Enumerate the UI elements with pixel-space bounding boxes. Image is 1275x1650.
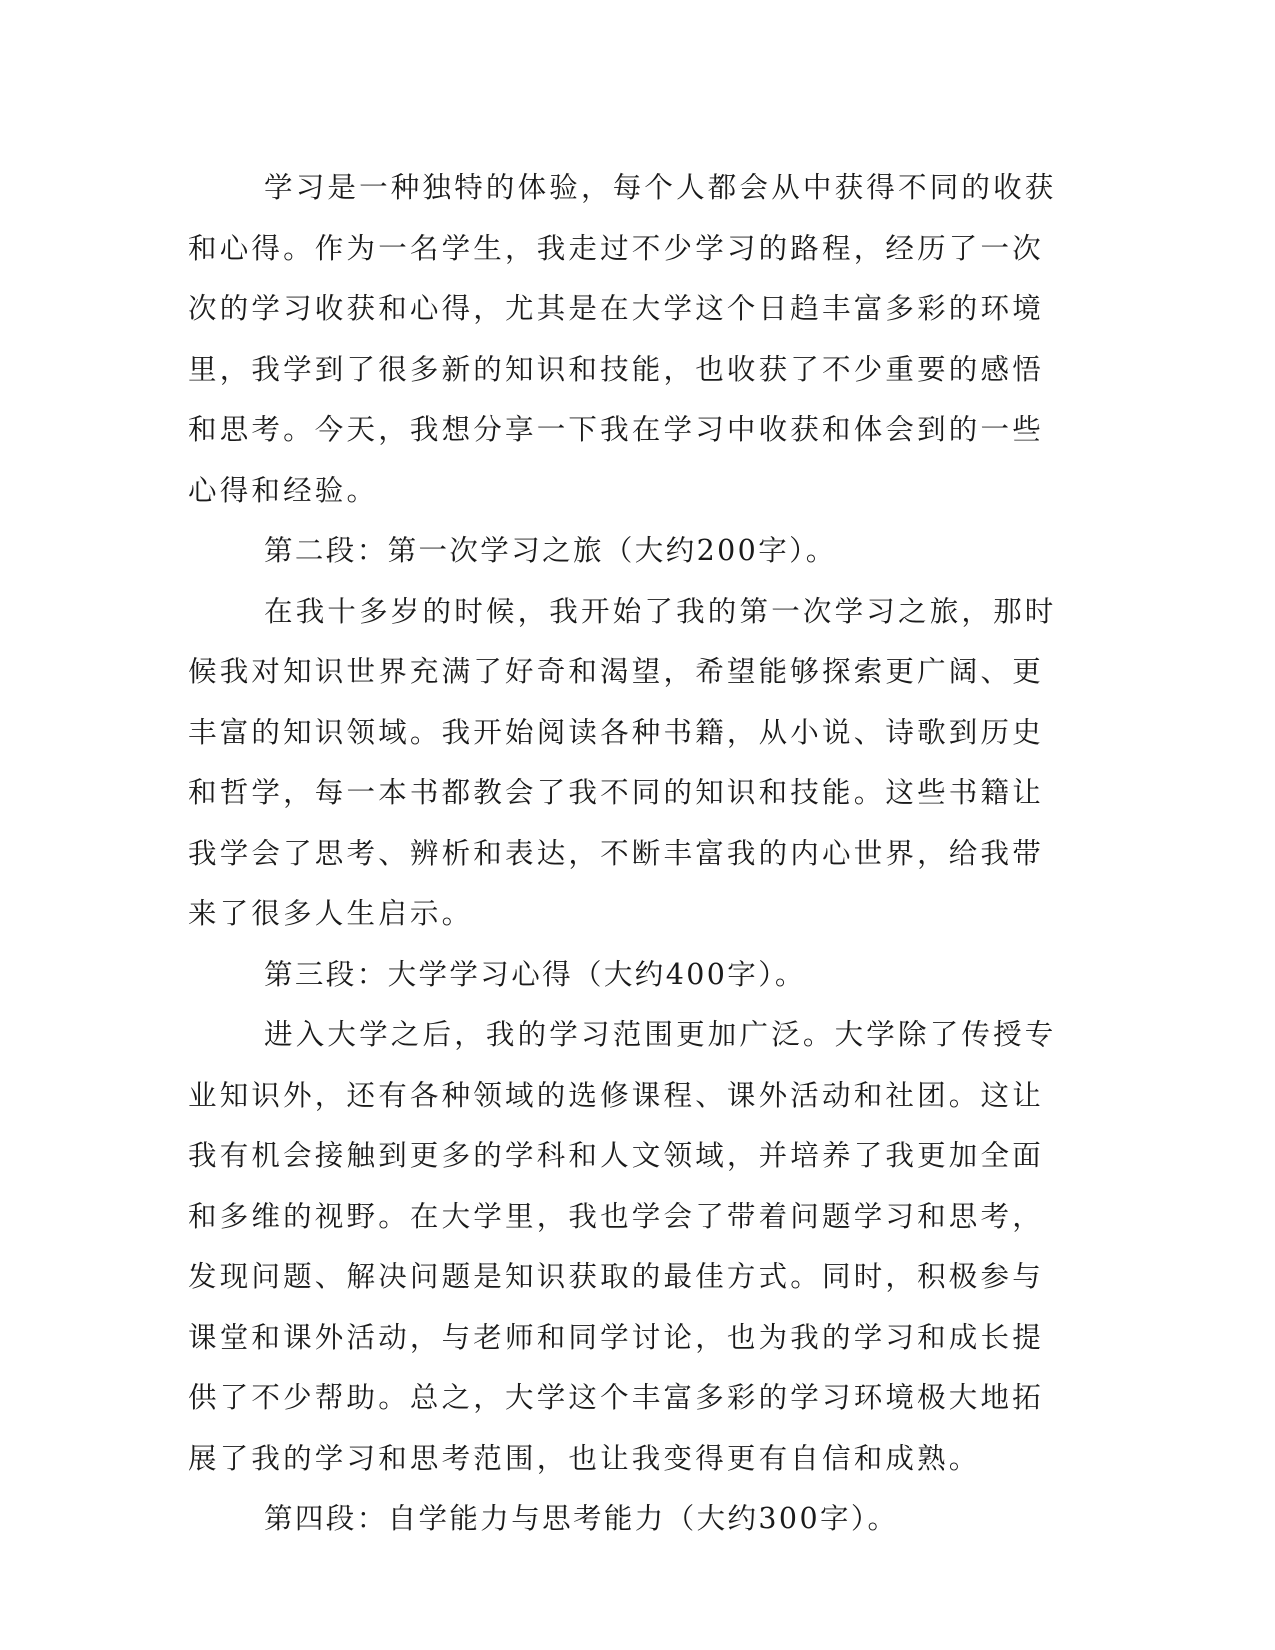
section-2-paragraph: 在我十多岁的时候，我开始了我的第一次学习之旅，那时候我对知识世界充满了好奇和渴望，希望能够探索更广阔、更丰富的知识领域。我开始阅读各种书籍，从小说、诗歌到历史和哲学，每一本书都教会了我不同的知识和技能。这些书籍让我学会了思考、辨析和表达，不断丰富我的内心世界，给我带来了很多人生启示。 bbox=[188, 594, 1057, 930]
section-heading-4: 第四段：自学能力与思考能力（大约300字）。 bbox=[264, 1502, 899, 1535]
section-3-paragraph: 进入大学之后，我的学习范围更加广泛。大学除了传授专业知识外，还有各种领域的选修课程、课外活动和社团。这让我有机会接触到更多的学科和人文领域，并培养了我更加全面和多维的视野。在大学里，我也学会了带着问题学习和思考，发现问题、解决问题是知识获取的最佳方式。同时，积极参与课堂和课外活动，与老师和同学讨论，也为我的学习和成长提供了不少帮助。总之，大学这个丰富多彩的学习环境极大地拓展了我的学习和思考范围，也让我变得更有自信和成熟。 bbox=[188, 1018, 1057, 1475]
section-heading-3: 第三段：大学学习心得（大约400字）。 bbox=[264, 957, 806, 991]
section-heading-2: 第二段：第一次学习之旅（大约200字）。 bbox=[264, 534, 837, 567]
document-body bbox=[188, 158, 1068, 1550]
intro-paragraph: 学习是一种独特的体验，每个人都会从中获得不同的收获和心得。作为一名学生，我走过不少学习的路程，经历了一次次的学习收获和心得，尤其是在大学这个日趋丰富多彩的环境里，我学到了很多新的知识和技能，也收获了不少重要的感悟和思考。今天，我想分享一下我在学习中收获和体会到的一些心得和经验。 bbox=[188, 171, 1057, 507]
